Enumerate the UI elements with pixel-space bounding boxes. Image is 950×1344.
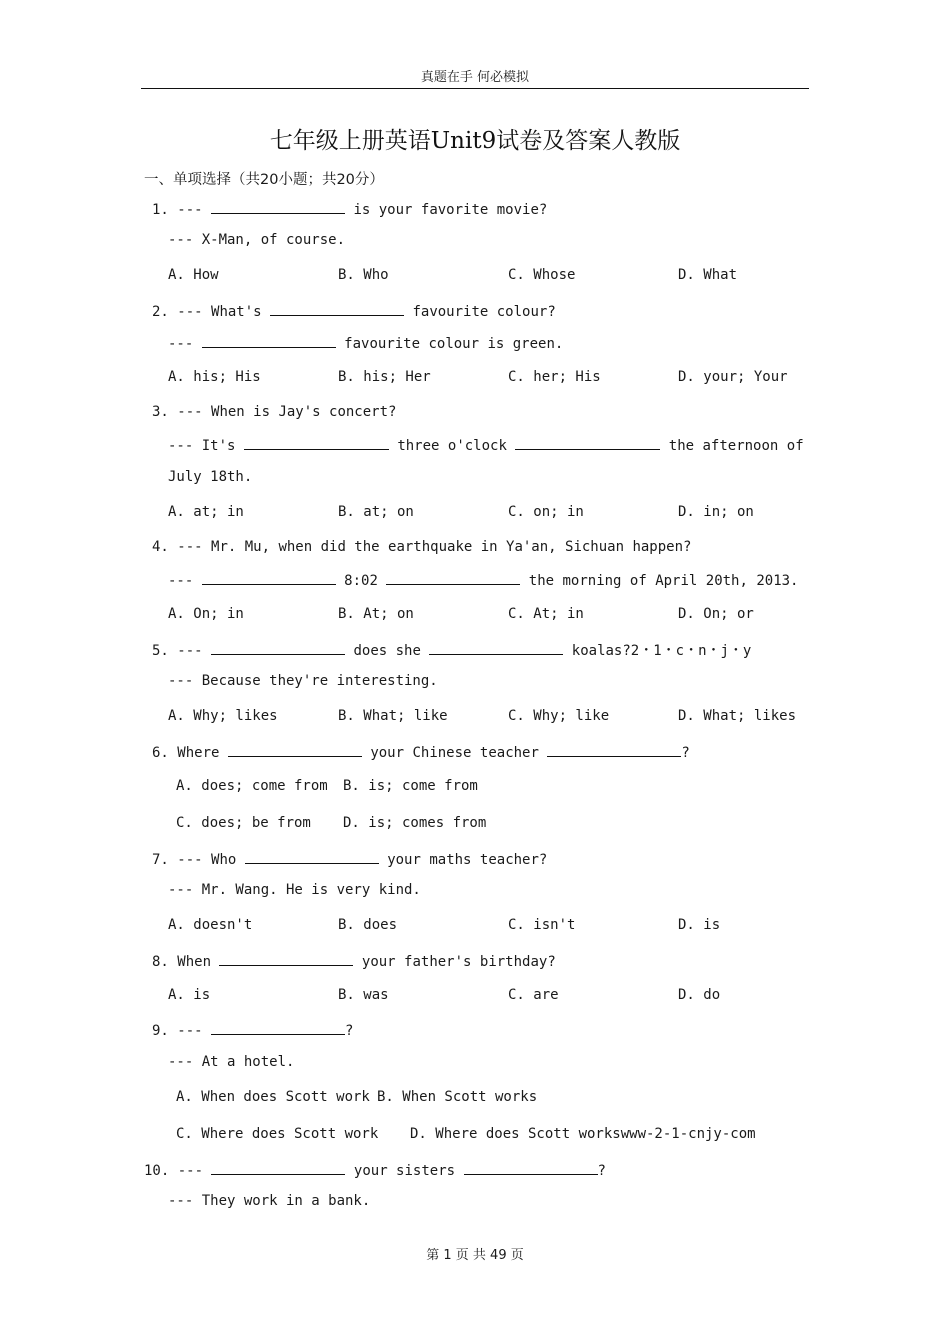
q9-option-a: A. When does Scott work <box>176 1089 370 1105</box>
q4-option-b: B. At; on <box>338 606 414 622</box>
answer-blank <box>547 742 681 757</box>
page-footer: 第 1 页 共 49 页 <box>426 1248 524 1263</box>
q3-option-d: D. in; on <box>678 504 754 520</box>
q9-option-c: C. Where does Scott work <box>176 1126 379 1142</box>
question-2-response: --- favourite colour is green. <box>168 333 563 353</box>
q9-option-b: B. When Scott works <box>377 1089 538 1105</box>
q8-option-a: A. is <box>168 987 211 1003</box>
q1-option-a: A. How <box>168 267 219 283</box>
question-4-response: --- 8:02 the morning of April 20th, 2013. <box>168 570 798 590</box>
answer-blank <box>464 1160 598 1175</box>
q1-option-d: D. What <box>678 267 738 283</box>
q3-option-a: A. at; in <box>168 504 244 520</box>
answer-blank <box>245 849 379 864</box>
q5-option-b: B. What; like <box>338 708 448 724</box>
q7-option-c: C. isn't <box>508 917 576 933</box>
question-5-prompt: 5. --- does she koalas?2・1・c・n・j・y <box>152 640 751 660</box>
question-4-prompt: 4. --- Mr. Mu, when did the earthquake in Ya'an, Sichuan happen? <box>152 539 692 555</box>
question-7-response: --- Mr. Wang. He is very kind. <box>168 882 421 898</box>
question-7-prompt: 7. --- Who your maths teacher? <box>152 849 547 869</box>
q8-option-d: D. do <box>678 987 721 1003</box>
q2-option-a: A. his; His <box>168 369 261 385</box>
answer-blank <box>211 1160 345 1175</box>
q1-option-b: B. Who <box>338 267 389 283</box>
q7-option-a: A. doesn't <box>168 917 253 933</box>
q5-option-d: D. What; likes <box>678 708 797 724</box>
question-3-prompt: 3. --- When is Jay's concert? <box>152 404 397 420</box>
answer-blank <box>386 570 520 585</box>
q6-option-b: B. is; come from <box>343 778 478 794</box>
page-header: 真题在手 何必模拟 <box>420 70 530 85</box>
answer-blank <box>211 1020 345 1035</box>
q2-option-b: B. his; Her <box>338 369 431 385</box>
section-heading: 一、单项选择（共20小题；共20分） <box>144 172 384 188</box>
q5-option-a: A. Why; likes <box>168 708 278 724</box>
answer-blank <box>211 199 345 214</box>
header-rule <box>141 88 809 89</box>
q8-option-b: B. was <box>338 987 389 1003</box>
q6-option-c: C. does; be from <box>176 815 311 831</box>
q6-option-a: A. does; come from <box>176 778 328 794</box>
question-1-prompt: 1. --- is your favorite movie? <box>152 199 547 219</box>
q2-option-c: C. her; His <box>508 369 601 385</box>
answer-blank <box>429 640 563 655</box>
q7-option-d: D. is <box>678 917 721 933</box>
question-6-prompt: 6. Where your Chinese teacher ? <box>152 742 690 762</box>
q9-option-d: D. Where does Scott workswww-2-1-cnjy-com <box>410 1126 756 1142</box>
answer-blank <box>515 435 660 450</box>
answer-blank <box>202 333 336 348</box>
q5-option-c: C. Why; like <box>508 708 610 724</box>
question-10-prompt: 10. --- your sisters ? <box>144 1160 606 1180</box>
q4-option-c: C. At; in <box>508 606 584 622</box>
answer-blank <box>270 301 404 316</box>
q3-option-b: B. at; on <box>338 504 414 520</box>
q2-option-d: D. your; Your <box>678 369 788 385</box>
question-3-response: --- It's three o'clock the afternoon of <box>168 435 804 455</box>
question-1-response: --- X-Man, of course. <box>168 232 346 248</box>
question-3-response-cont: July 18th. <box>168 469 253 485</box>
answer-blank <box>219 951 353 966</box>
document-title: 七年级上册英语Unit9试卷及答案人教版 <box>269 128 681 154</box>
q1-option-c: C. Whose <box>508 267 576 283</box>
q4-option-a: A. On; in <box>168 606 244 622</box>
answer-blank <box>244 435 389 450</box>
question-10-response: --- They work in a bank. <box>168 1193 371 1209</box>
answer-blank <box>202 570 336 585</box>
question-5-response: --- Because they're interesting. <box>168 673 438 689</box>
answer-blank <box>211 640 345 655</box>
q8-option-c: C. are <box>508 987 559 1003</box>
question-9-response: --- At a hotel. <box>168 1054 295 1070</box>
question-9-prompt: 9. --- ? <box>152 1020 353 1040</box>
q3-option-c: C. on; in <box>508 504 584 520</box>
q7-option-b: B. does <box>338 917 398 933</box>
q4-option-d: D. On; or <box>678 606 754 622</box>
question-8-prompt: 8. When your father's birthday? <box>152 951 556 971</box>
q6-option-d: D. is; comes from <box>343 815 487 831</box>
answer-blank <box>228 742 362 757</box>
question-2-prompt: 2. --- What's favourite colour? <box>152 301 556 321</box>
